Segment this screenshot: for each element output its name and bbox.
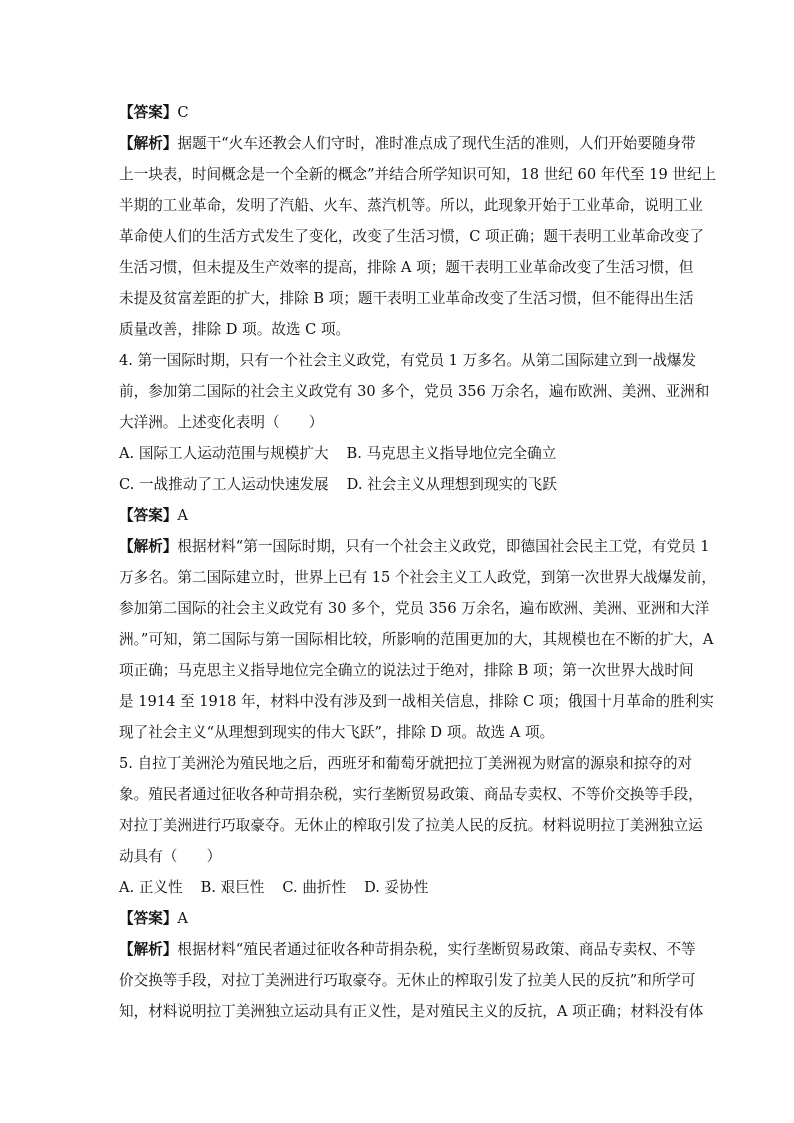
- q5-stem-line: 动具有（ ）: [119, 848, 222, 865]
- q3-analysis-line: 上一块表，时间概念是一个全新的概念”并结合所学知识可知，18 世纪 60 年代至 19 世纪上: [119, 166, 717, 183]
- analysis-tag: 【解析】: [119, 941, 178, 958]
- analysis-tag: 【解析】: [119, 538, 178, 555]
- q5-analysis-line: 【解析】根据材料“殖民者通过征收各种苛捐杂税，实行垄断贸易政策、商品专卖权、不等: [119, 941, 696, 958]
- q5-analysis-line: 价交换等手段，对拉丁美洲进行巧取豪夺。无休止的榨取引发了拉美人民的反抗”和所学可: [119, 972, 696, 989]
- q4-analysis-line: 现了社会主义“从理想到现实的伟大飞跃”，排除 D 项。故选 A 项。: [119, 724, 555, 741]
- q5-stem-line: 5. 自拉丁美洲沦为殖民地之后，西班牙和葡萄牙就把拉丁美洲视为财富的源泉和掠夺的对: [119, 755, 693, 772]
- q5-answer: [119, 903, 691, 934]
- q4-answer: [119, 500, 691, 531]
- answer-value: A: [177, 910, 188, 927]
- q4-stem-line: 大洋洲。上述变化表明（ ）: [119, 414, 324, 431]
- q5-options-row: [119, 872, 691, 903]
- q4-options-row: [119, 469, 691, 500]
- q4-option-b: B. 马克思主义指导地位完全确立: [346, 445, 557, 462]
- q4-option-d: D. 社会主义从理想到现实的飞跃: [346, 476, 557, 493]
- q3-analysis-line: 未提及贫富差距的扩大，排除 B 项；题干表明工业革命改变了生活习惯，但不能得出生活: [119, 290, 694, 307]
- q3-analysis-line: 【解析】据题干“火车还教会人们守时，准时准点成了现代生活的准则，人们开始要随身带: [119, 135, 696, 152]
- q5-option-d: D. 妥协性: [364, 879, 429, 896]
- answer-tag: 【答案】: [119, 104, 178, 121]
- q5-stem-line: 象。殖民者通过征收各种苛捐杂税，实行垄断贸易政策、商品专卖权、不等价交换等手段，: [119, 786, 703, 803]
- q3-analysis-line: 革命使人们的生活方式发生了变化，改变了生活习惯，C 项正确；题干表明工业革命改变了: [119, 228, 704, 245]
- q3-answer: [119, 97, 691, 128]
- q4-stem-line: 前，参加第二国际的社会主义政党有 30 多个，党员 356 万余名，遍布欧洲、美洲、亚洲和: [119, 383, 710, 400]
- document-body: [119, 97, 717, 1027]
- answer-value: A: [177, 507, 188, 524]
- analysis-tag: 【解析】: [119, 135, 178, 152]
- q5-analysis-line: 知，材料说明拉丁美洲独立运动具有正义性，是对殖民主义的反抗，A 项正确；材料没有体: [119, 1003, 704, 1020]
- q4-analysis-line: 是 1914 至 1918 年，材料中没有涉及到一战相关信息，排除 C 项；俄国十月革命的胜利实: [119, 693, 714, 710]
- q4-option-c: C. 一战推动了工人运动快速发展: [119, 476, 329, 493]
- q5-stem-line: 对拉丁美洲进行巧取豪夺。无休止的榨取引发了拉美人民的反抗。材料说明拉丁美洲独立运: [119, 817, 703, 834]
- q4-stem-line: 4. 第一国际时期，只有一个社会主义政党，有党员 1 万多名。从第二国际建立到一战爆发: [119, 352, 697, 369]
- q4-option-a: A. 国际工人运动范围与规模扩大: [119, 445, 329, 462]
- q3-analysis-line: 质量改善，排除 D 项。故选 C 项。: [119, 321, 351, 338]
- q4-options-row: [119, 438, 691, 469]
- q3-analysis-line: 半期的工业革命，发明了汽船、火车、蒸汽机等。所以，此现象开始于工业革命，说明工业: [119, 197, 703, 214]
- q4-analysis-line: 参加第二国际的社会主义政党有 30 多个，党员 356 万余名，遍布欧洲、美洲、亚洲和大洋: [119, 600, 710, 617]
- q4-analysis-line: 洲。”可知，第二国际与第一国际相比较，所影响的范围更加的大，其规模也在不断的扩大，A: [119, 631, 714, 648]
- q4-analysis-line: 万多名。第二国际建立时，世界上已有 15 个社会主义工人政党，到第一次世界大战爆发前，: [119, 569, 717, 586]
- q4-analysis-line: 项正确；马克思主义指导地位完全确立的说法过于绝对，排除 B 项；第一次世界大战时间: [119, 662, 694, 679]
- answer-value: C: [177, 104, 189, 121]
- q4-analysis-line: 【解析】根据材料“第一国际时期，只有一个社会主义政党，即德国社会民主工党，有党员 1: [119, 538, 710, 555]
- q3-analysis-line: 生活习惯，但未提及生产效率的提高，排除 A 项；题干表明工业革命改变了生活习惯，但: [119, 259, 694, 276]
- q5-option-b: B. 艰巨性: [200, 879, 265, 896]
- q5-option-c: C. 曲折性: [282, 879, 347, 896]
- answer-tag: 【答案】: [119, 507, 178, 524]
- q5-option-a: A. 正义性: [119, 879, 183, 896]
- answer-tag: 【答案】: [119, 910, 178, 927]
